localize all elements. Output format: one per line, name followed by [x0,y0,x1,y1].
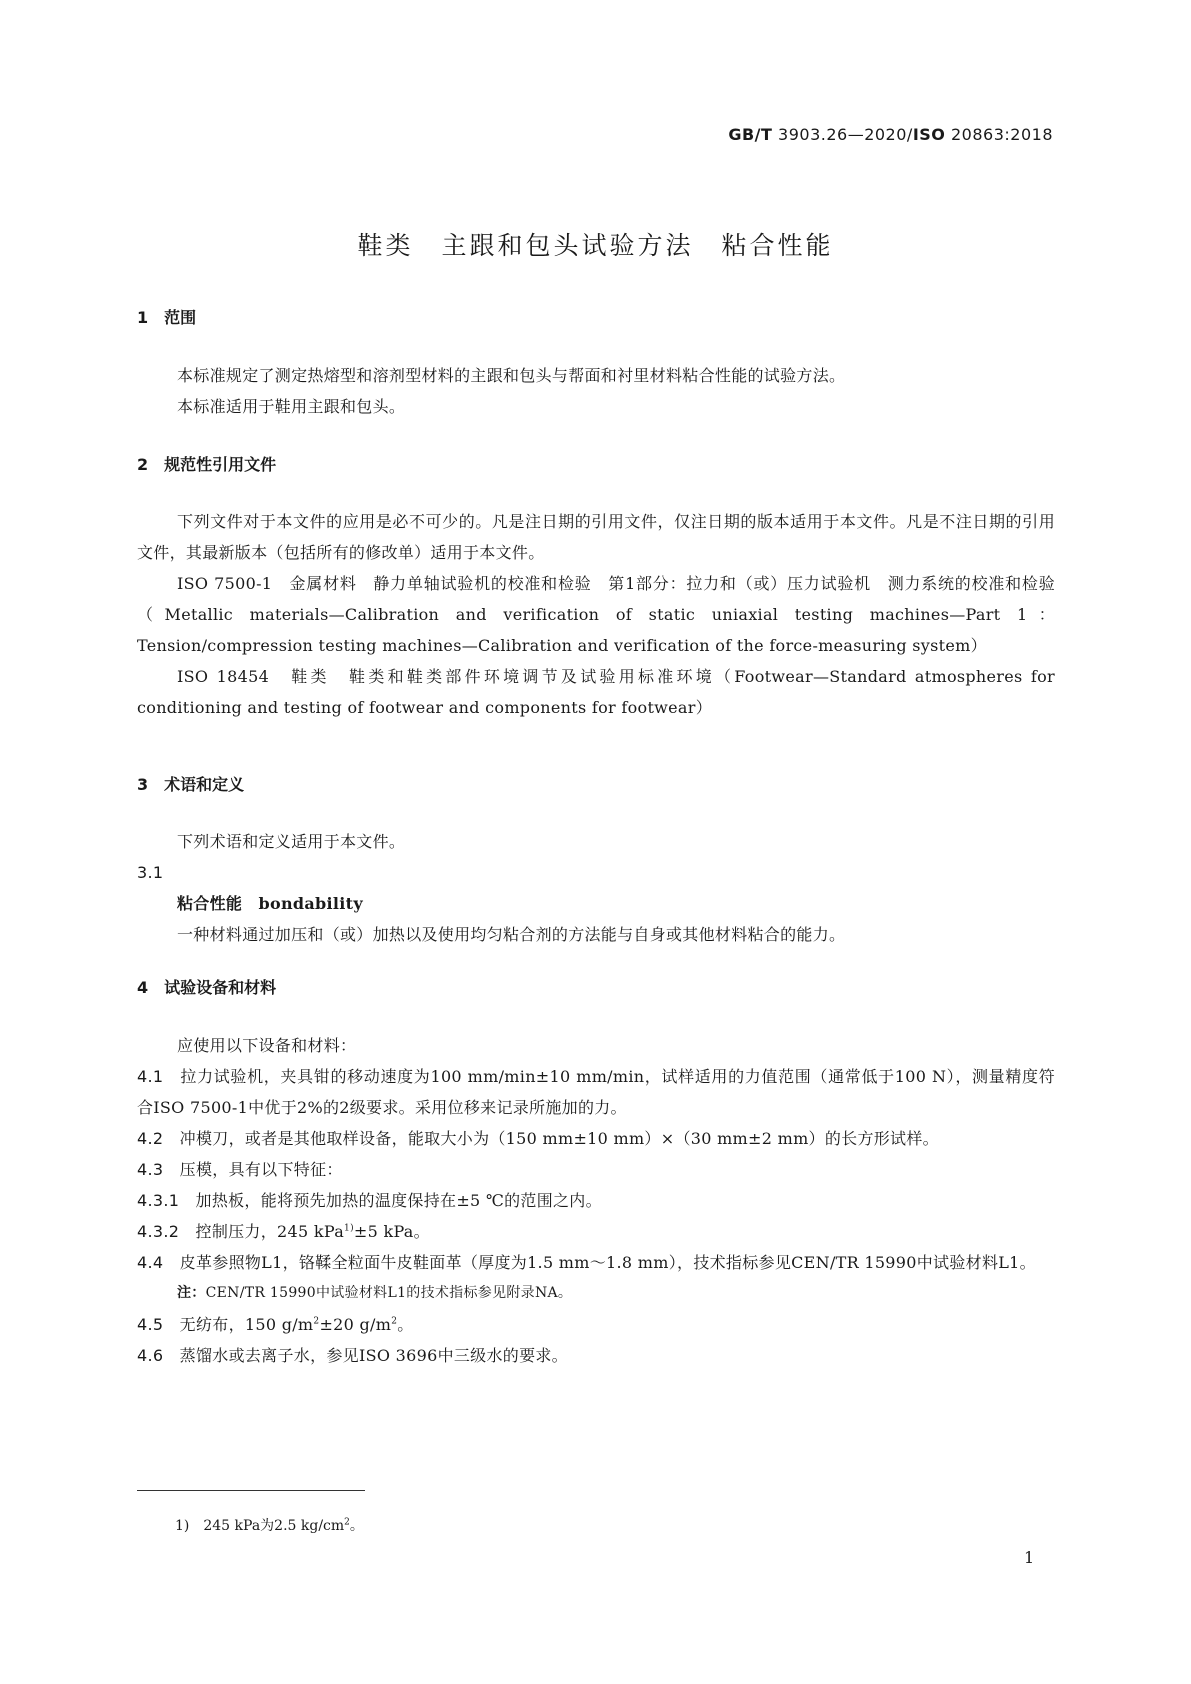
term-chinese: 粘合性能 [177,894,243,913]
standard-number-header: GB/T 3903.26—2020/ISO 20863:2018 [728,125,1053,144]
section-1-paragraph: 本标准规定了测定热熔型和溶剂型材料的主跟和包头与帮面和衬里材料粘合性能的试验方法。 [177,366,846,385]
term-entry [137,888,1055,919]
note: 注：CEN/TR 15990中试验材料L1的技术指标参见附录NA。 [177,1285,573,1301]
item-4-3-1: 4.3.1 加热板，能将预先加热的温度保持在±5 ℃的范围之内。 [137,1191,602,1210]
section-4-intro: 应使用以下设备和材料： [177,1036,357,1055]
term-number: 3.1 [137,863,164,882]
document-title: 鞋类 主跟和包头试验方法 粘合性能 [357,231,834,260]
item-4-5: 4.5 无纺布，150 $g/m^2\pm 20$ $g/m^2$。 [137,1315,414,1334]
page-number: 1 [1024,1548,1035,1567]
section-1-heading: 1 范围 [137,308,197,327]
section-1-body [137,360,1055,422]
term-definition: 一种材料通过加压和（或）加热以及使用均匀粘合剂的方法能与自身或其他材料粘合的能力。 [177,925,846,944]
item-4-2: 4.2 冲模刀，或者是其他取样设备，能取大小为（150 mm±10 mm）×（30 mm±2 mm）的长方形试样。 [137,1129,939,1148]
section-2-heading: 2 规范性引用文件 [137,455,277,474]
item-4-1: 4.1 拉力试验机，夹具钳的移动速度为100 mm/min±10 mm/min，试样适用的力值范围（通常低于100 N），测量精度符合ISO 7500-1中优于2%的2级要求。采用位移来记录所施加的力。 [137,1067,1055,1117]
item-4-4: 4.4 皮革参照物L1，铬鞣全粒面牛皮鞋面革（厚度为1.5 mm～1.8 mm），技术指标参见CEN/TR 15990中试验材料L1。 [137,1253,1036,1272]
footnote-divider [137,1490,365,1491]
item-4-3: 4.3 压模，具有以下特征： [137,1160,343,1179]
section-3-heading: 3 术语和定义 [137,775,245,794]
reference-iso-7500-1: ISO 7500-1 金属材料 静力单轴试验机的校准和检验 第1部分：拉力和（或）压力试验机 测力系统的校准和检验（Metallic materials—Calibration and verification of static uniaxial testing machines—Part 1：Tension/compression testing machines—Calibration and verification of the force-measuring system） [137,574,1055,655]
section-2-paragraph: 下列文件对于本文件的应用是必不可少的。凡是注日期的引用文件，仅注日期的版本适用于本文件。凡是不注日期的引用文件，其最新版本（包括所有的修改单）适用于本文件。 [137,512,1055,562]
section-1-paragraph: 本标准适用于鞋用主跟和包头。 [177,397,406,416]
reference-iso-18454: ISO 18454 鞋类 鞋类和鞋类部件环境调节及试验用标准环境（Footwear—Standard atmospheres for conditioning and testing of footwear and components for footwear） [137,667,1055,717]
item-4-6: 4.6 蒸馏水或去离子水，参见ISO 3696中三级水的要求。 [137,1346,568,1365]
footnote: 1) 245 kPa为2.5 $kg/cm^2$。 [175,1517,364,1534]
section-3-paragraph: 下列术语和定义适用于本文件。 [177,832,406,851]
section-4-heading: 4 试验设备和材料 [137,978,277,997]
section-3-body [137,826,1055,950]
item-4-3-2: 4.3.2 控制压力，245 kPa$^{1)}$±5 kPa。 [137,1222,430,1241]
section-2-body [137,506,1055,723]
section-4-body [137,1030,1055,1371]
term-english: bondability [258,894,363,913]
